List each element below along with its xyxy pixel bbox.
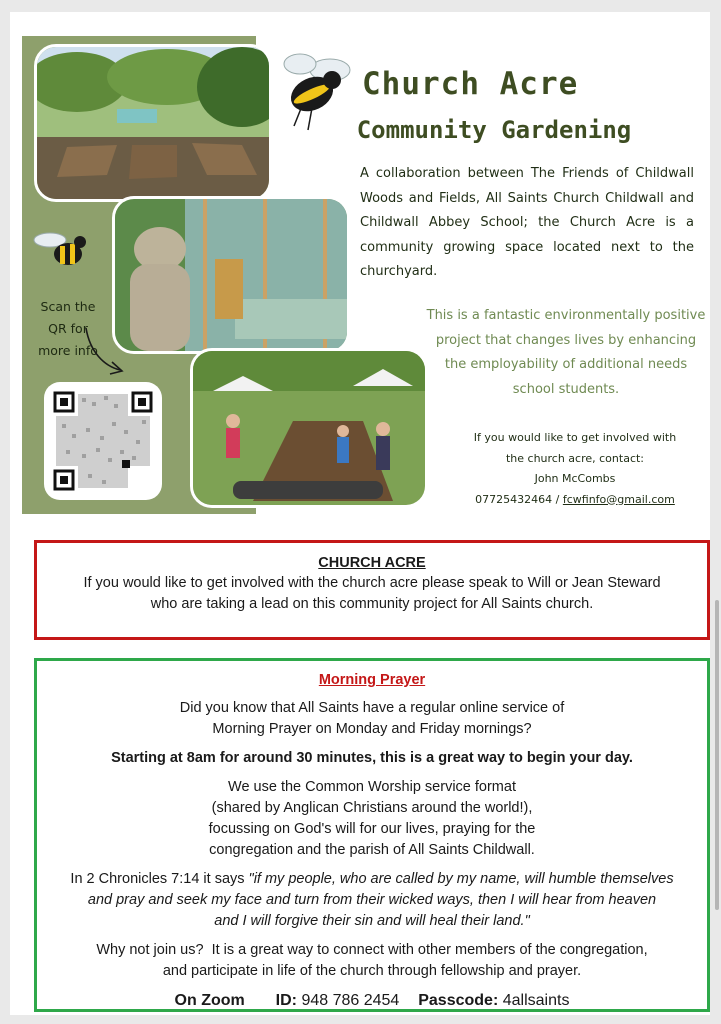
flyer-subtitle: Community Gardening (356, 116, 632, 144)
contact-separator: / (552, 492, 563, 506)
morning-prayer-box (34, 658, 710, 1012)
format-line-4: congregation and the parish of All Saints Childwall. (209, 842, 535, 858)
intro-line-2: Morning Prayer on Monday and Friday mornings? (212, 721, 532, 737)
contact-line-1: If you would like to get involved with (473, 431, 677, 444)
intro-line-1: Did you know that All Saints have a regular online service of (179, 700, 565, 716)
scan-line-1: Scan the (40, 299, 96, 314)
curved-arrow-icon (82, 322, 128, 378)
contact-email-link[interactable]: fcwfinfo@gmail.com (562, 492, 675, 506)
service-format-text (37, 777, 707, 861)
zoom-id-label: ID: (275, 992, 297, 1009)
contact-name: John McCombs (534, 472, 616, 485)
contact-details-line (444, 490, 706, 511)
invitation-line-1: Why not join us? It is a great way to connect with other members of the congregation, (96, 942, 648, 958)
qr-code[interactable] (44, 382, 162, 500)
flyer-project-description: This is a fantastic environmentally positive project that changes lives by enhancing the employability of additional needs school students. (426, 308, 706, 397)
zoom-passcode-value[interactable]: 4allsaints (502, 992, 570, 1009)
church-acre-heading: CHURCH ACRE (318, 555, 426, 571)
service-time-text: Starting at 8am for around 30 minutes, this is a great way to begin your day. (111, 750, 633, 766)
beekeeper-photo (112, 196, 350, 354)
format-line-2: (shared by Anglican Christians around the world!), (211, 800, 533, 816)
format-line-1: We use the Common Worship service format (228, 779, 516, 795)
invitation-line-2: and participate in life of the church through fellowship and prayer. (162, 963, 582, 979)
zoom-passcode-label: Passcode: (418, 992, 499, 1009)
scan-line-3: more info (38, 343, 98, 358)
church-acre-line-2: who are taking a lead on this community project for All Saints church. (150, 596, 594, 612)
zoom-details (37, 990, 707, 1012)
contact-phone[interactable]: 07725432464 (475, 492, 553, 506)
raised-beds-photo (34, 44, 272, 202)
newsletter-page (10, 12, 710, 1015)
vertical-scrollbar[interactable] (715, 600, 719, 910)
qr-code-icon (52, 390, 154, 492)
quote-line-3: and I will forgive their sin and will heal their land." (214, 913, 530, 929)
church-acre-line-1: If you would like to get involved with the church acre please speak to Will or Jean Steward (83, 575, 661, 591)
scripture-quote (37, 869, 707, 932)
flyer-contact-info (444, 428, 706, 510)
community-event-photo (190, 348, 428, 508)
contact-line-2: the church acre, contact: (505, 451, 645, 465)
church-acre-flyer (22, 36, 706, 516)
invitation-text (37, 940, 707, 982)
format-line-3: focussing on God's will for our lives, praying for the (208, 821, 536, 837)
scripture-reference: In 2 Chronicles 7:14 it says (70, 871, 249, 887)
quote-line-2: and pray and seek my face and turn from their wicked ways, then I will hear from heaven (87, 892, 657, 908)
church-acre-box (34, 540, 710, 640)
zoom-id-value[interactable]: 948 786 2454 (301, 992, 400, 1009)
morning-prayer-intro (37, 698, 707, 740)
small-bee-icon (32, 226, 90, 276)
morning-prayer-heading: Morning Prayer (318, 672, 426, 688)
scan-line-2: QR for (48, 321, 88, 336)
quote-line-1: "if my people, who are called by my name, will humble themselves (248, 871, 674, 887)
zoom-label: On Zoom (174, 992, 245, 1009)
flyer-title: Church Acre (362, 66, 579, 102)
flyer-intro-text: A collaboration between The Friends of Childwall Woods and Fields, All Saints Church Childwall and Childwall Abbey School; the Church Acre is a community growing space located next to the churchyard. (360, 166, 694, 279)
